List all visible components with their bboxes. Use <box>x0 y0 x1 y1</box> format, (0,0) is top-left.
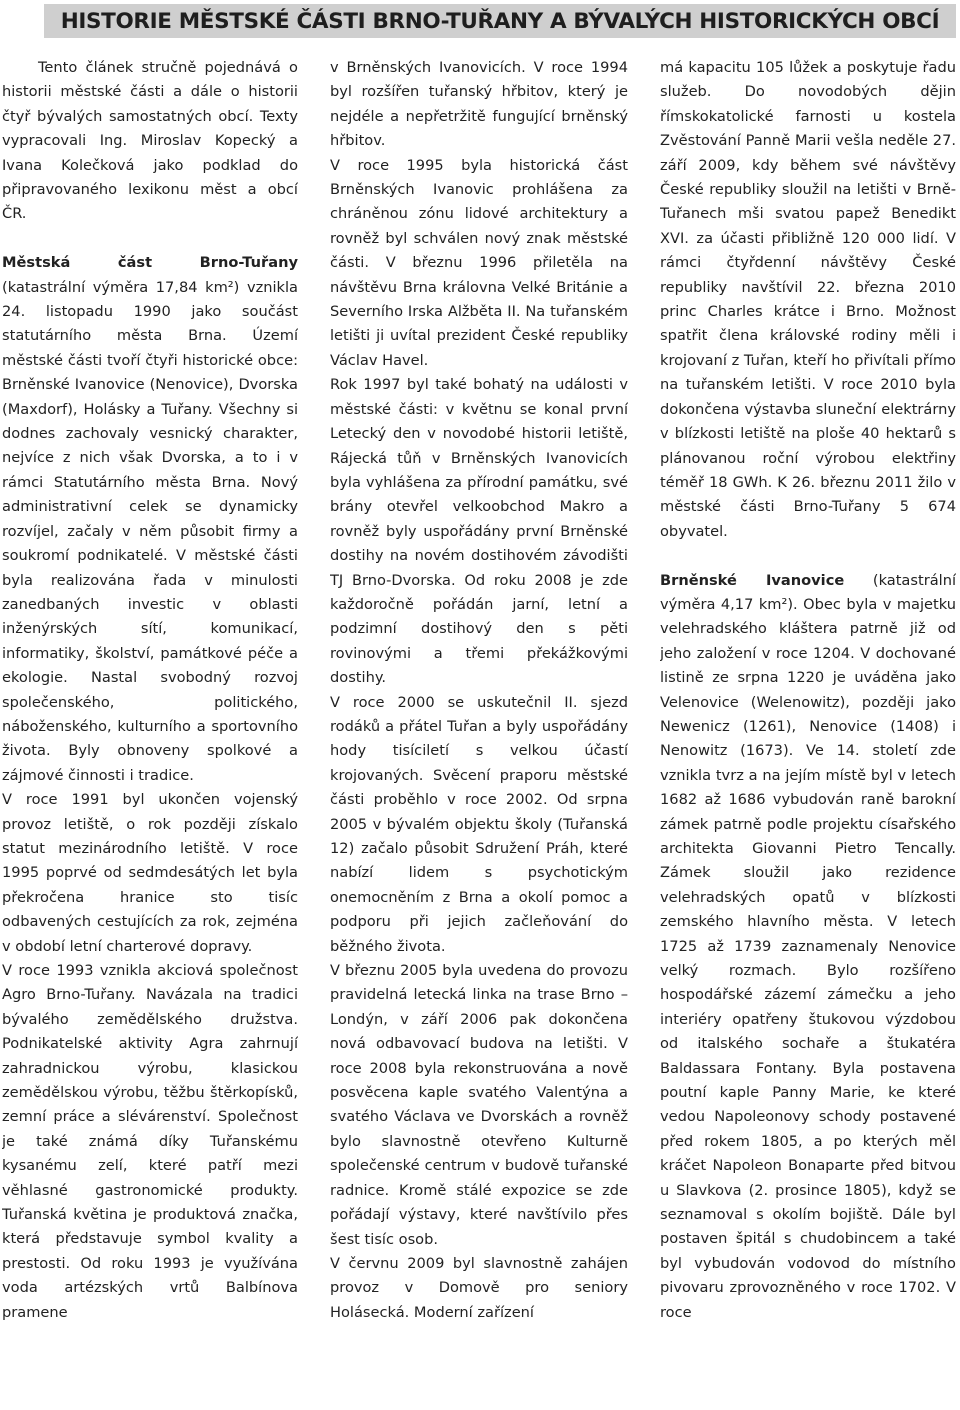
paragraph-2005: V březnu 2005 byla uvedena do provozu pravidelná letecká linka na trase Brno – Londýn, v září 2006 pak dokončena nová odbavovací budova na letišti. V roce 2008 byla rekonstruována a nově posvěcena kaple svatého Valentýna a svatého Václava ve Dvorskách a rovněž bylo slavnostně otevřeno Kulturně společenské centrum v budově tuřanské radnice. Kromě stálé expozice se zde pořádají výstavy, které navštívilo přes šest tisíc osob. <box>330 962 628 1248</box>
paragraph-gap <box>660 544 956 568</box>
section-heading-ivanovice: Brněnské Ivanovice <box>660 571 845 589</box>
paragraph-continued-col3: má kapacitu 105 lůžek a poskytuje řadu služeb. Do novodobých dějin římskokatolické farnosti u kostela Zvěstování Panně Marii vešla neděle 27. září 2009, kdy během své návštěvy České republiky sloužil na letišti v Brně-Tuřanech mši svatou papež Benedikt XVI. za účasti přibližně 120 000 lidí. V rámci čtyřdenní návštěvy České republiky navštívil 22. března 2010 princ Charles krátce i Brno. Možnost spatřit člena královské rodiny měli i krojovaní z Tuřan, kteří ho přivítali přímo na tuřanském letišti. V roce 2010 byla dokončena výstavba sluneční elektrárny v blízkosti letiště na ploše 40 hektarů s plánovanou roční výrobou elektřiny téměř 18 GWh. K 26. březnu 2011 žilo v městské části Brno-Tuřany 5 674 obyvatel. <box>660 59 956 540</box>
section-text-ivanovice: (katastrální výměra 4,17 km²). Obec byla v majetku velehradského kláštera patrně již od jeho založení v roce 1204. V dochované listině ze srpna 1220 je uváděna jako Velenovice (Welenowitz), později jako Newenicz (1261), Nenovice (1408) i Nenowitz (1673). Ve 14. století zde vznikla tvrz a na jejím místě byl v letech 1682 až 1686 vybudován raně barokní zámek patrně podle projektu císařského architekta Giovanni Pietro Tencally. Zámek sloužil jako rezidence velehradských opatů v blízkosti zemského hlavního města. V letech 1725 až 1739 zaznamenaly Nenovice velký rozmach. Bylo rozšířeno hospodářské zázemí zámečku a jeho interiéry opatřeny štukovou výzdobou od italského sochaře a štukatéra Baldassara Fontany. Byla postavena poutní kaple Panny Marie, ke které vedou Napoleonovy schody postavené před rokem 1805, a po kterých měl kráčet Napoleon Bonaparte před bitvou u Slavkova (2. prosince 1805), když se seznamoval s okolím bojiště. Dále byl postaven špitál s chudobincem a také byl vybudován vodovod do místního pivovaru zprovozněného v roce 1702. V roce <box>660 571 956 1321</box>
paragraph-1995: V roce 1995 byla historická část Brněnských Ivanovic prohlášena za chráněnou zónu lidové architektury a rovněž byl schválen nový znak městské části. V březnu 1996 přiletěla na návštěvu Brna královna Velké Británie a Severního Irska Alžběta II. Na tuřanském letišti ji uvítal prezident České republiky Václav Havel. <box>330 156 628 369</box>
text-column-3 <box>660 56 956 1408</box>
paragraph-1993: V roce 1993 vznikla akciová společnost Agro Brno-Tuřany. Navázala na tradici bývalého zemědělského družstva. Podnikatelské aktivity Agra zahrnují zahradnickou výrobu, klasickou zemědělskou výrobu, těžbu štěrkopísků, zemní práce a slévárenství. Společnost je také známá díky Tuřanskému kysanému zelí, které patří mezi věhlasné gastronomické produkty. Tuřanská květina je produktová značka, která představuje symbol kvality a prestosti. Od roku 1993 je využívána voda artézských vrtů Balbínova pramene <box>2 962 298 1321</box>
paragraph-1991: V roce 1991 byl ukončen vojenský provoz letiště, o rok později získalo statut mezinárodního letiště. V roce 1995 poprvé od sedmdesátých let byla překročena hranice sto tisíc odbavených cestujících za rok, zejména v období letní charterové dopravy. <box>2 791 298 955</box>
section-text-turany: (katastrální výměra 17,84 km²) vznikla 24. listopadu 1990 jako součást statutárního města Brna. Území městské části tvoří čtyři historické obce: Brněnské Ivanovice (Nenovice), Dvorska (Maxdorf), Holásky a Tuřany. Všechny si dodnes zachovaly vesnický charakter, nejvíce z nich však Dvorska, a to i v rámci Statutárního města Brna. Nový administrativní celek se dynamicky rozvíjel, začaly v něm působit firmy a soukromí podnikatelé. V městské části byla realizována řada v minulosti zanedbaných investic v oblasti inženýrských sítí, komunikací, informatiky, školství, památkové péče a ekologie. Nastal svobodný rozvoj společenského, politického, náboženského, kulturního a sportovního života. Byly obnoveny spolkové a zájmové činnosti i tradice. <box>2 278 298 784</box>
section-paragraph-turany <box>2 251 298 788</box>
paragraph-2000: V roce 2000 se uskutečnil II. sjezd rodáků a přátel Tuřan a byly uspořádány hody tisíciletí s velkou účastí krojovaných. Svěcení praporu městské části proběhlo v roce 2002. Od srpna 2005 v bývalém objektu školy (Tuřanská 12) začalo působit Sdružení Práh, které nabízí lidem s psychotickým onemocněním z Brna a okolí pomoc a podporu při jejich začleňování do běžného života. <box>330 693 628 955</box>
paragraph-continued: v Brněnských Ivanovicích. V roce 1994 byl rozšířen tuřanský hřbitov, který je nejdéle a nepřetržitě fungující brněnský hřbitov. <box>330 59 628 150</box>
section-heading-turany: Městská část Brno-Tuřany <box>2 254 298 272</box>
text-column-1 <box>2 56 298 1408</box>
paragraph-1997: Rok 1997 byl také bohatý na události v městské části: v květnu se konal první Letecký den v novodobé historii letiště, Rájecká tůň v Brněnských Ivanovicích byla vyhlášena za přírodní památku, své brány otevřel velkoobchod Makro a rovněž byly uspořádány první Brněnské dostihy na novém dostihovém závodišti TJ Brno-Dvorska. Od roku 2008 je zde každoročně pořádán jarní, letní a podzimní dostihový den s pěti rovinovými a třemi překážkovými dostihy. <box>330 376 628 687</box>
page-title: HISTORIE MĚSTSKÉ ČÁSTI BRNO-TUŘANY A BÝVALÝCH HISTORICKÝCH OBCÍ <box>60 8 940 34</box>
paragraph-2009: V červnu 2009 byl slavnostně zahájen provoz v Domově pro seniory Holásecká. Moderní zařízení <box>330 1254 628 1321</box>
section-paragraph-ivanovice <box>660 569 956 1326</box>
title-bar <box>44 4 956 38</box>
text-column-2 <box>330 56 628 1408</box>
paragraph-gap <box>2 227 298 251</box>
intro-paragraph: Tento článek stručně pojednává o historii městské části a dále o historii čtyř bývalých samostatných obcí. Texty vypracovali Ing. Miroslav Kopecký a Ivana Kolečková jako podklad do připravovaného lexikonu měst a obcí ČR. <box>2 59 298 223</box>
